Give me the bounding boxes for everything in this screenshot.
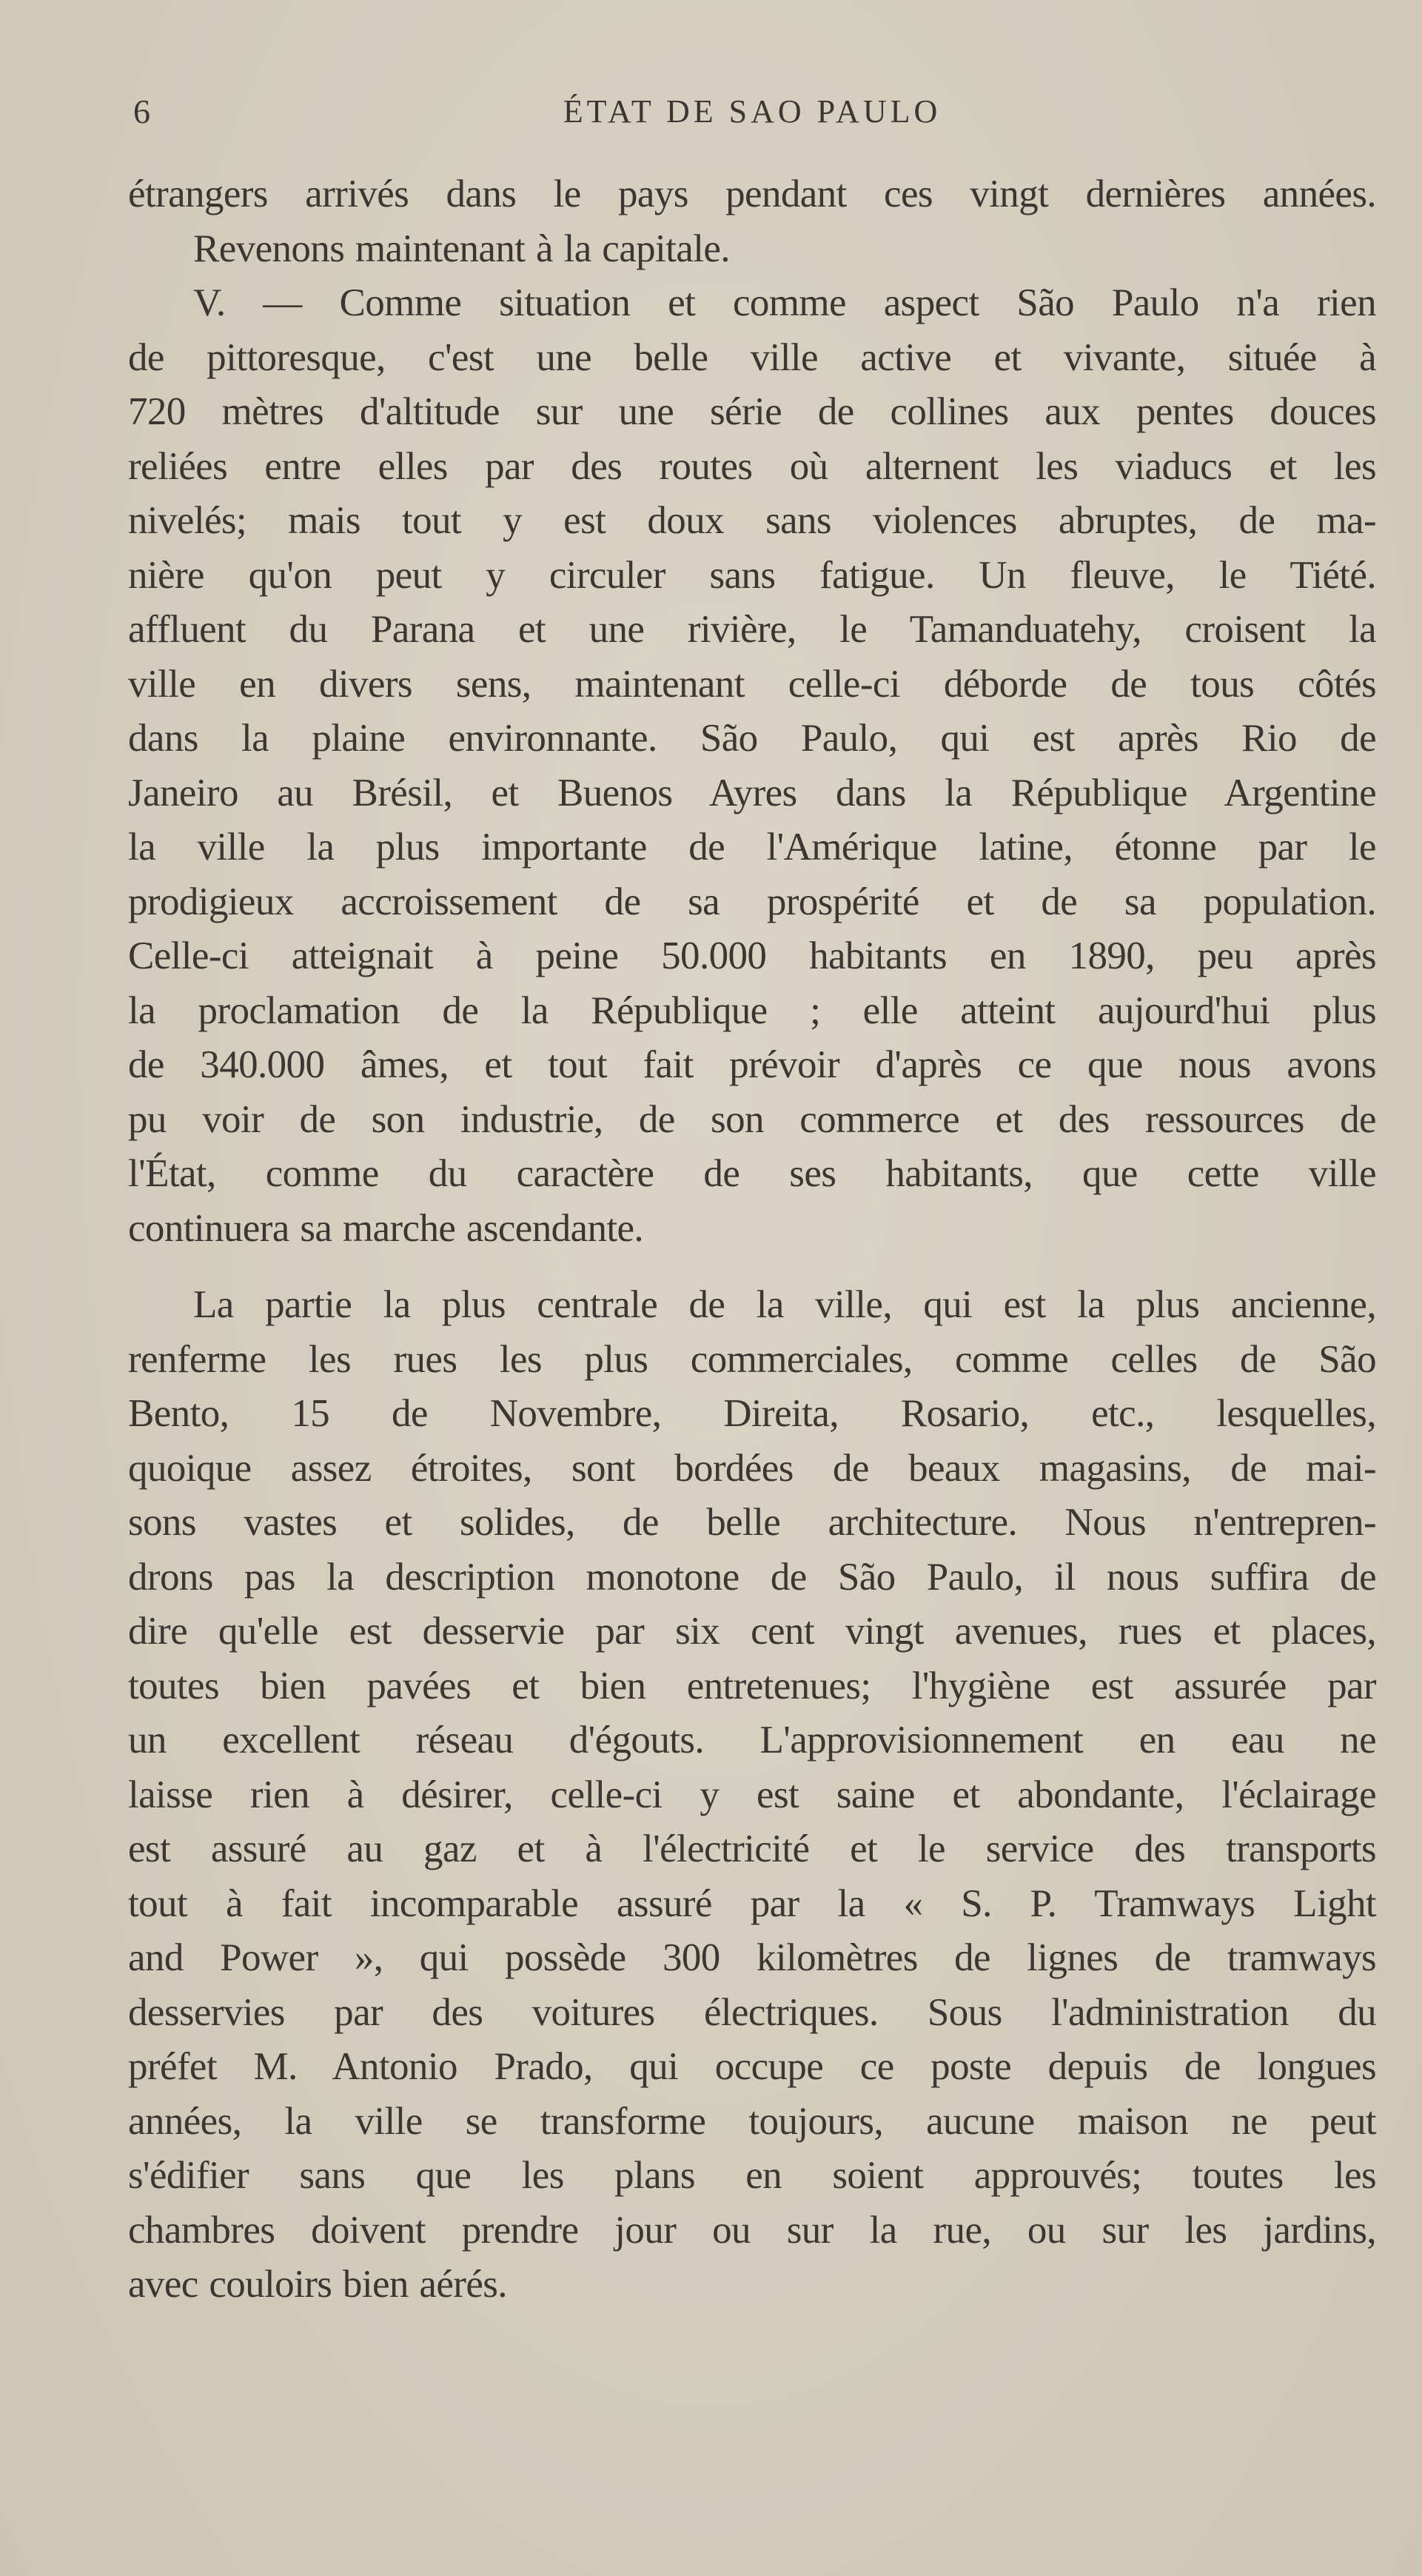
text-line: toutes bien pavées et bien entretenues; l'hygiène est assurée par bbox=[128, 1664, 1376, 1707]
text-line: continuera sa marche ascendante. bbox=[128, 1206, 644, 1250]
text-line: reliées entre elles par des routes où alternent les viaducs et les bbox=[128, 444, 1376, 488]
text-line: années, la ville se transforme toujours, aucune maison ne peut bbox=[128, 2099, 1376, 2143]
paragraph-first-line: Revenons maintenant à la capitale. bbox=[193, 227, 730, 270]
text-line: prodigieux accroissement de sa prospérité et de sa population. bbox=[128, 880, 1376, 923]
text-line: dans la plaine environnante. São Paulo, qui est après Rio de bbox=[128, 717, 1376, 760]
text-line: chambres doivent prendre jour ou sur la rue, ou sur les jardins, bbox=[128, 2208, 1376, 2252]
text-line: la proclamation de la République ; elle atteint aujourd'hui plus bbox=[128, 988, 1376, 1032]
text-line: s'édifier sans que les plans en soient approuvés; toutes les bbox=[128, 2154, 1376, 2197]
text-line: est assuré au gaz et à l'électricité et le service des transports bbox=[128, 1827, 1376, 1870]
text-line: un excellent réseau d'égouts. L'approvisionnement en eau ne bbox=[128, 1719, 1376, 1762]
text-line: Celle-ci atteignait à peine 50.000 habitants en 1890, peu après bbox=[128, 934, 1376, 977]
paragraph-first-line: étrangers arrivés dans le pays pendant ces vingt dernières années. bbox=[128, 173, 1376, 215]
text-line: de pittoresque, c'est une belle ville active et vivante, située à bbox=[128, 335, 1376, 379]
text-line: nière qu'on peut y circuler sans fatigue. Un fleuve, le Tiété. bbox=[128, 553, 1376, 597]
text-line: la ville la plus importante de l'Amérique latine, étonne par le bbox=[128, 826, 1376, 869]
text-line: l'État, comme du caractère de ses habitants, que cette ville bbox=[128, 1152, 1376, 1195]
text-line: affluent du Parana et une rivière, le Tamanduatehy, croisent la bbox=[128, 608, 1376, 651]
text-line: sons vastes et solides, de belle architecture. Nous n'entrepren- bbox=[128, 1501, 1376, 1544]
paragraph-first-line: V. — Comme situation et comme aspect São Paulo n'a rien bbox=[193, 281, 1376, 324]
text-line: 720 mètres d'altitude sur une série de collines aux pentes douces bbox=[128, 390, 1376, 433]
text-line: préfet M. Antonio Prado, qui occupe ce poste depuis de longues bbox=[128, 2045, 1376, 2088]
page-number: 6 bbox=[133, 93, 150, 130]
text-line: nivelés; mais tout y est doux sans violences abruptes, de ma- bbox=[128, 499, 1376, 542]
text-line: Bento, 15 de Novembre, Direita, Rosario, etc., lesquelles, bbox=[128, 1392, 1376, 1435]
text-line: tout à fait incomparable assuré par la « S. P. Tramways Light bbox=[128, 1881, 1376, 1925]
text-line: Janeiro au Brésil, et Buenos Ayres dans la République Argentine bbox=[128, 771, 1376, 814]
text-line: and Power », qui possède 300 kilomètres de lignes de tramways bbox=[128, 1936, 1376, 1979]
text-line: quoique assez étroites, sont bordées de beaux magasins, de mai- bbox=[128, 1446, 1376, 1490]
text-line: dire qu'elle est desservie par six cent vingt avenues, rues et places, bbox=[128, 1610, 1376, 1653]
text-line: drons pas la description monotone de São Paulo, il nous suffira de bbox=[128, 1555, 1376, 1599]
text-line: avec couloirs bien aérés. bbox=[128, 2263, 507, 2306]
text-line: ville en divers sens, maintenant celle-ci déborde de tous côtés bbox=[128, 662, 1376, 706]
text-line: laisse rien à désirer, celle-ci y est saine et abondante, l'éclairage bbox=[128, 1773, 1376, 1816]
paragraph-first-line: La partie la plus centrale de la ville, qui est la plus ancienne, bbox=[193, 1283, 1376, 1326]
text-line: desservies par des voitures électriques. Sous l'administration du bbox=[128, 1990, 1376, 2034]
text-line: renferme les rues les plus commerciales, comme celles de São bbox=[128, 1337, 1376, 1381]
running-title: ÉTAT DE SAO PAULO bbox=[563, 93, 942, 130]
text-line: de 340.000 âmes, et tout fait prévoir d'après ce que nous avons bbox=[128, 1043, 1376, 1086]
text-line: pu voir de son industrie, de son commerce et des ressources de bbox=[128, 1097, 1376, 1141]
